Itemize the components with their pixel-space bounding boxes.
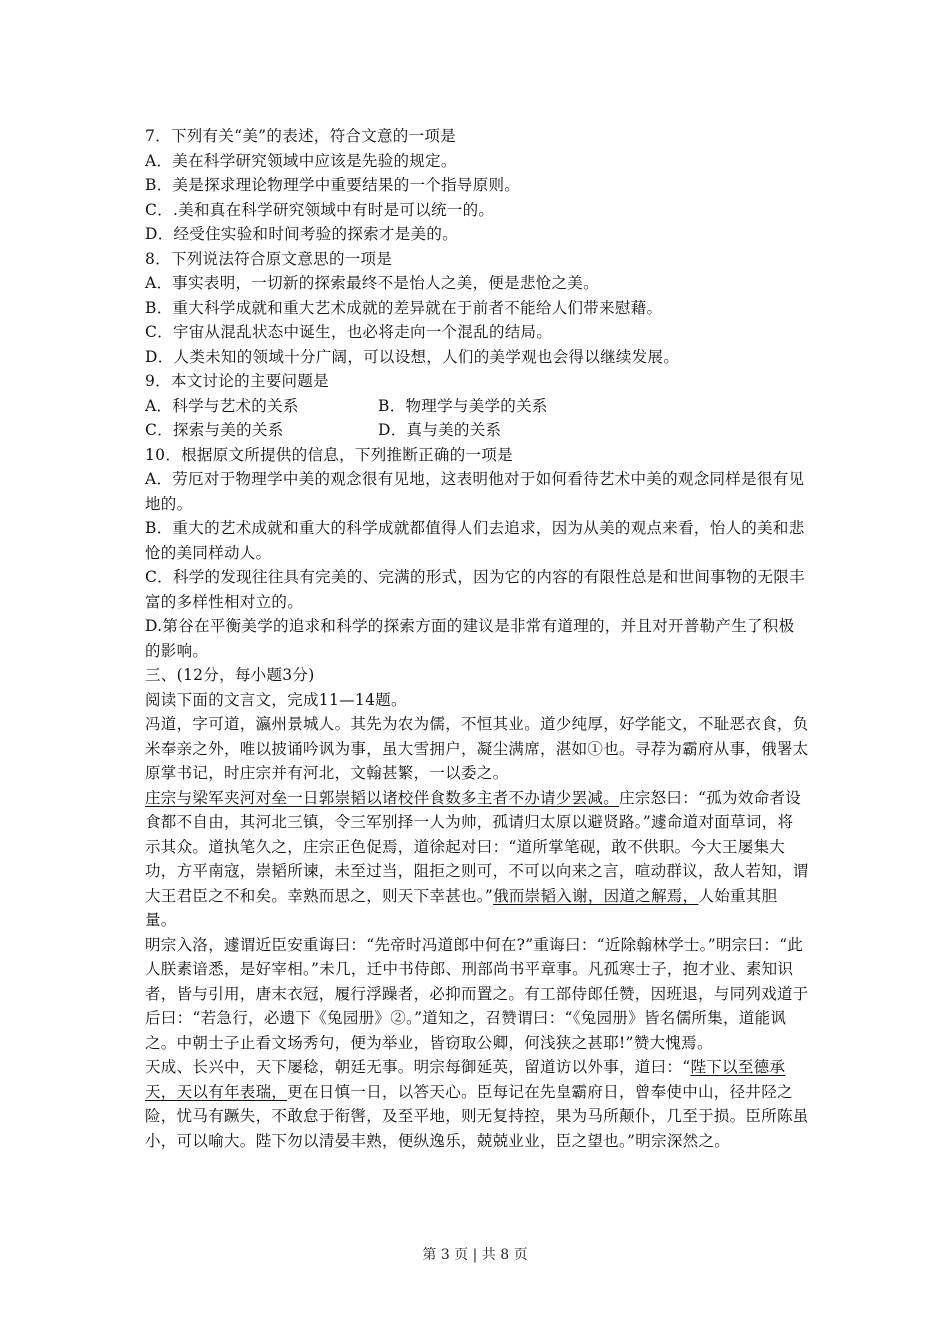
question-7-stem: 7．下列有关“美”的表述，符合文意的一项是 <box>145 127 457 145</box>
page-footer: 第 3 页 | 共 8 页 <box>422 1247 528 1263</box>
passage-paragraph-2 <box>145 786 809 933</box>
question-7-option-d: D．经受住实验和时间考验的探索才是美的。 <box>145 225 458 243</box>
passage-paragraph-1: 冯道，字可道，瀛州景城人。其先为农为儒，不恒其业。道少纯厚，好学能文，不耻恶衣食，负米奉亲之外，唯以披诵吟讽为事，虽大雪拥户，凝尘满席，湛如①也。寻荐为霸府从事，俄署太原掌书记，时庄宗并有河北，文翰甚繁，一以委之。 <box>145 715 809 782</box>
section-3-instruction: 阅读下面的文言文，完成11—14题。 <box>145 690 407 709</box>
question-9-option-c: C．探索与美的关系 <box>145 421 284 439</box>
passage-paragraph-2-body: 庄宗怒曰：“孤为效命者设食都不自由，其河北三镇，令三军别择一人为帅，孤请归太原以避贤路。”遽命道对面草词，将示其众。道执笔久之，庄宗正色促焉，道徐起对曰：“道所掌笔砚，敢不供职。今大王屡集大功，方平南寇，崇韬所谏，未至过当，阻拒之则可，不可以向来之言，喧动群议，敌人若知，谓大王君臣之不和矣。幸熟而思之，则天下幸甚也。” <box>145 788 809 905</box>
document-page <box>145 124 809 1153</box>
question-10-option-a: A．劳厄对于物理学中美的观念很有见地，这表明他对于如何看待艺术中美的观念同样是很有见地的。 <box>145 470 805 513</box>
question-9-options-row-2 <box>145 418 809 443</box>
question-10-option-c: C．科学的发现往往具有完美的、完满的形式，因为它的内容的有限性总是和世间事物的无限丰富的多样性相对立的。 <box>145 568 805 611</box>
question-9-stem: 9．本文讨论的主要问题是 <box>145 372 329 390</box>
passage-paragraph-3: 明宗入洛，遽谓近臣安重诲曰：“先帝时冯道郎中何在?”重诲曰：“近除翰林学士。”明宗曰：“此人朕素谙悉，是好宰相。”未几，迁中书侍郎、刑部尚书平章事。凡孤寒士子，抱才业、素知识者，皆与引用，唐末衣冠，履行浮躁者，必抑而置之。有工部侍郎任赞，因班退，与同列戏道于后曰：“若急行，必遗下《兔园册》②。”道知之，召赞谓曰：“《兔园册》皆名儒所集，道能讽之。中朝士子止看文场秀句，便为举业，皆窃取公卿，何浅狭之甚耶!”赞大愧焉。 <box>145 935 809 1052</box>
question-7-option-b: B．美是探求理论物理学中重要结果的一个指导原则。 <box>145 176 521 194</box>
question-10-option-d: D.第谷在平衡美学的追求和科学的探索方面的建议是非常有道理的，并且对开普勒产生了积极的影响。 <box>145 617 795 660</box>
question-7-option-a: A．美在科学研究领域中应该是先验的规定。 <box>145 151 457 170</box>
underlined-sentence-1: 庄宗与梁军夹河对垒一日郭崇韬以诸校伴食数多主者不办请少罢减。 <box>145 788 620 807</box>
question-8-option-b: B．重大科学成就和重大艺术成就的差异就在于前者不能给人们带来慰藉。 <box>145 298 663 317</box>
question-9-options-row-1 <box>145 394 809 419</box>
question-8-option-c: C．宇宙从混乱状态中诞生，也必将走向一个混乱的结局。 <box>145 323 553 341</box>
question-10-option-b: B．重大的艺术成就和重大的科学成就都值得人们去追求，因为从美的观点来看，怡人的美和悲怆的美同样动人。 <box>145 519 805 562</box>
passage-paragraph-4-start: 天成、长兴中，天下屡稔，朝廷无事。明宗每御延英，留道访以外事，道曰：“ <box>145 1058 691 1076</box>
question-7-option-c: C．.美和真在科学研究领域中有时是可以统一的。 <box>145 200 495 219</box>
section-3-heading: 三、(12分，每小题3分) <box>145 666 315 684</box>
question-8-option-d: D．人类未知的领域十分广阔，可以设想，人们的美学观也会得以继续发展。 <box>145 347 680 366</box>
passage-paragraph-4-end: 更在日慎一日，以答天心。臣每记在先皇霸府日，曾奉使中山，径井陉之险，忧马有蹶失，不敢怠于衔辔，及至平地，则无复持控，果为马所颠仆，几至于损。臣所陈虽小，可以喻大。陛下勿以清晏丰熟，便纵逸乐，兢兢业业，臣之望也。”明宗深然之。 <box>145 1082 809 1150</box>
question-8-stem: 8．下列说法符合原文意思的一项是 <box>145 249 393 268</box>
question-10-stem: 10．根据原文所提供的信息，下列推断正确的一项是 <box>145 445 513 464</box>
question-9-option-b: B．物理学与美学的关系 <box>378 396 548 415</box>
passage-paragraph-4 <box>145 1055 809 1153</box>
underlined-sentence-2: 俄而崇韬入谢，因道之解焉， <box>493 886 699 905</box>
passage-paragraph-2-end: 人始重其胆量。 <box>145 886 778 929</box>
question-8-option-a: A．事实表明，一切新的探索最终不是怡人之美，便是悲怆之美。 <box>145 274 599 292</box>
underlined-sentence-3: 陛下以至德承天，天以有年表瑞， <box>145 1058 786 1101</box>
question-9-option-d: D．真与美的关系 <box>378 421 502 439</box>
question-9-option-a: A．科学与艺术的关系 <box>145 396 299 415</box>
